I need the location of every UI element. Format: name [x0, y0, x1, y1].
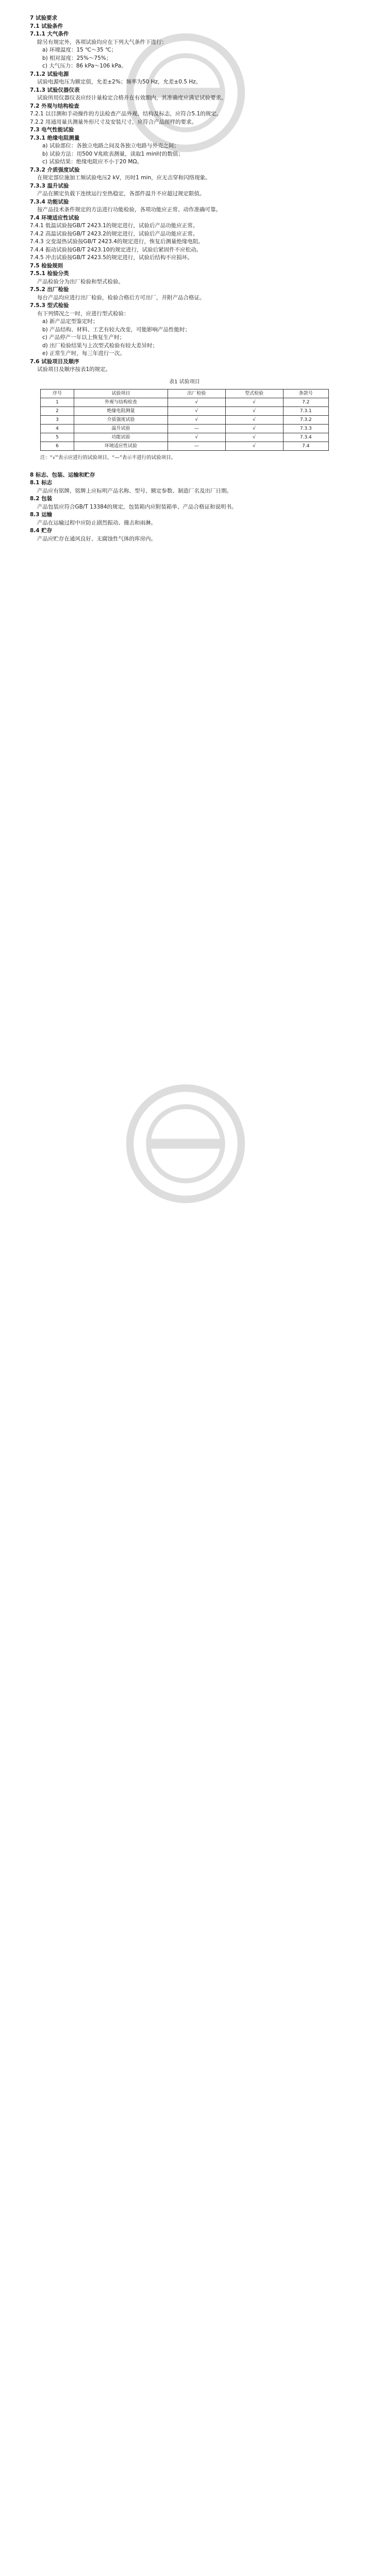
paragraph-line: 每台产品均应进行出厂检验，检验合格后方可出厂，并附产品合格证。 [37, 294, 205, 301]
section-heading: 7.5.2 出厂检验 [30, 286, 69, 293]
section-heading: 8.1 标志 [30, 480, 53, 486]
section-heading: 7.1.1 大气条件 [30, 31, 69, 37]
paragraph-line: 按产品技术条件规定的方法进行功能检验，各项功能应正常、动作准确可靠。 [37, 207, 221, 213]
paragraph-line: c) 试验结果：绝缘电阻应不小于20 MΩ。 [42, 159, 142, 165]
table-cell: √ [225, 398, 283, 407]
table-note: 注：“√”表示应进行的试验项目，“—”表示不进行的试验项目。 [40, 455, 176, 461]
section-heading: 7.3.2 介质强度试验 [30, 166, 80, 173]
section-heading: 7.5.3 型式检验 [30, 302, 69, 309]
table-cell: 4 [41, 425, 74, 433]
table-cell: 1 [41, 398, 74, 407]
paragraph-line: a) 新产品定型鉴定时； [42, 318, 98, 325]
watermark-seal-icon [124, 1082, 247, 1206]
paragraph-line: d) 出厂检验结果与上次型式检验有较大差异时； [42, 342, 158, 349]
section-heading: 7.1.2 试验电源 [30, 71, 69, 77]
paragraph-line: 7.2.2 用通用量具测量外形尺寸及安装尺寸，应符合产品图样的要求。 [30, 118, 197, 125]
table-cell: 介质强度试验 [74, 416, 168, 425]
paragraph-line: 除另有规定外，各项试验均应在下列大气条件下进行： [37, 39, 167, 45]
section-heading: 7.3 电气性能试验 [30, 127, 74, 133]
table-cell: √ [225, 433, 283, 442]
section-heading: 8.3 运输 [30, 512, 53, 518]
table-cell: 5 [41, 433, 74, 442]
paragraph-line: b) 相对湿度：25%～75%； [42, 55, 112, 61]
paragraph-line: 试验项目及顺序按表1的规定。 [37, 366, 111, 372]
table-header-cell: 序号 [41, 389, 74, 398]
table-header-row [41, 389, 329, 398]
table-cell: 绝缘电阻测量 [74, 407, 168, 416]
section-heading: 7.2 外观与结构检查 [30, 103, 79, 109]
paragraph-line: 试验所用仪器仪表应经计量检定合格并在有效期内，其准确度应满足试验要求。 [37, 95, 227, 101]
document-body [30, 14, 339, 374]
section-heading: 7 试验要求 [30, 15, 57, 21]
table-header-cell: 条款号 [283, 389, 328, 398]
paragraph-line: a) 环境温度：15 ℃～35 ℃； [42, 47, 117, 53]
paragraph-line: a) 试验部位：各独立电路之间及各独立电路与外壳之间； [42, 143, 179, 149]
paragraph-line: b) 试验方法：用500 V兆欧表测量，读取1 min时的数值； [42, 150, 184, 157]
table-header-cell: 型式检验 [225, 389, 283, 398]
section-heading: 7.3.1 绝缘电阻测量 [30, 134, 80, 141]
table-caption: 表1 试验项目 [169, 379, 200, 385]
paragraph-line: 试验电源电压为额定值，允差±2%；频率为50 Hz，允差±0.5 Hz。 [37, 79, 202, 85]
table-cell: 7.4 [283, 442, 328, 451]
paragraph-line: 产品包装应符合GB/T 13384的规定，包装箱内应附装箱单、产品合格证和说明书。 [37, 503, 237, 510]
table-cell: 7.3.3 [283, 425, 328, 433]
table-row [41, 425, 329, 433]
table-cell: — [168, 425, 225, 433]
table-cell: √ [225, 407, 283, 416]
table-cell: √ [225, 442, 283, 451]
table-cell: √ [168, 407, 225, 416]
table-row [41, 433, 329, 442]
table-cell: 7.3.4 [283, 433, 328, 442]
paragraph-line: 在规定部位施加工频试验电压2 kV，历时1 min，应无击穿和闪络现象。 [37, 175, 211, 181]
paragraph-line: e) 正常生产时，每三年进行一次。 [42, 350, 125, 357]
table-cell: 功能试验 [74, 433, 168, 442]
document-closing [30, 471, 339, 544]
paragraph-line: 产品检验分为出厂检验和型式检验。 [37, 278, 124, 285]
table-cell: 温升试验 [74, 425, 168, 433]
section-heading: 7.5 检验规则 [30, 262, 63, 269]
table-header-cell: 试验项目 [74, 389, 168, 398]
test-items-table [40, 389, 329, 451]
paragraph-line: 产品在运输过程中应防止剧烈振动、撞击和雨淋。 [37, 519, 156, 526]
table-cell: 7.3.2 [283, 416, 328, 425]
table-cell: √ [168, 398, 225, 407]
section-heading: 8 标志、包装、运输和贮存 [30, 471, 95, 478]
section-heading: 7.4 环境适应性试验 [30, 214, 79, 221]
table-cell: √ [225, 416, 283, 425]
table-row [41, 407, 329, 416]
paragraph-line: 产品应贮存在通风良好、无腐蚀性气体的库房内。 [37, 535, 156, 542]
section-heading: 7.3.4 功能试验 [30, 198, 69, 205]
table-cell: 外观与结构检查 [74, 398, 168, 407]
table-cell: √ [225, 425, 283, 433]
table-cell: 2 [41, 407, 74, 416]
section-heading: 8.4 贮存 [30, 528, 53, 534]
paragraph-line: 有下列情况之一时，应进行型式检验： [37, 310, 129, 317]
table-header-cell: 出厂检验 [168, 389, 225, 398]
document-page [30, 14, 339, 543]
paragraph-line: c) 大气压力：86 kPa～106 kPa。 [42, 63, 127, 69]
paragraph-line: 7.4.3 交变湿热试验按GB/T 2423.4的规定进行，恢复后测量绝缘电阻。 [30, 239, 204, 245]
paragraph-line: 7.2.1 以目测和手动操作的方法检查产品外观、结构及标志，应符合5.1的规定。 [30, 111, 222, 117]
table-cell: 3 [41, 416, 74, 425]
paragraph-line: 产品在额定负载下连续运行至热稳定，各部件温升不应超过规定限值。 [37, 191, 205, 197]
table-cell: 7.2 [283, 398, 328, 407]
paragraph-line: 产品应有铭牌，铭牌上应标明产品名称、型号、额定参数、制造厂名及出厂日期。 [37, 487, 232, 494]
paragraph-line: 7.4.1 低温试验按GB/T 2423.1的规定进行，试验后产品功能应正常。 [30, 223, 198, 229]
section-heading: 7.1.3 试验仪器仪表 [30, 87, 80, 93]
section-heading: 7.3.3 温升试验 [30, 182, 69, 189]
table-cell: 7.3.1 [283, 407, 328, 416]
section-heading: 7.6 试验项目及顺序 [30, 358, 79, 365]
table-row [41, 398, 329, 407]
paragraph-line: 7.4.2 高温试验按GB/T 2423.2的规定进行，试验后产品功能应正常。 [30, 230, 198, 237]
table-cell: √ [168, 416, 225, 425]
paragraph-line: b) 产品结构、材料、工艺有较大改变，可能影响产品性能时； [42, 326, 191, 333]
paragraph-line: 7.4.4 振动试验按GB/T 2423.10的规定进行，试验后紧固件不应松动。 [30, 246, 202, 253]
paragraph-line: 7.4.5 冲击试验按GB/T 2423.5的规定进行，试验后结构不应损坏。 [30, 255, 193, 261]
table-cell: — [168, 442, 225, 451]
paragraph-line: c) 产品停产一年以上恢复生产时； [42, 334, 125, 341]
table-cell: √ [168, 433, 225, 442]
section-heading: 8.2 包装 [30, 496, 53, 502]
table-row [41, 416, 329, 425]
table-cell: 6 [41, 442, 74, 451]
section-heading: 7.1 试验条件 [30, 23, 63, 29]
table-cell: 环境适应性试验 [74, 442, 168, 451]
section-heading: 7.5.1 检验分类 [30, 270, 69, 277]
table-row [41, 442, 329, 451]
